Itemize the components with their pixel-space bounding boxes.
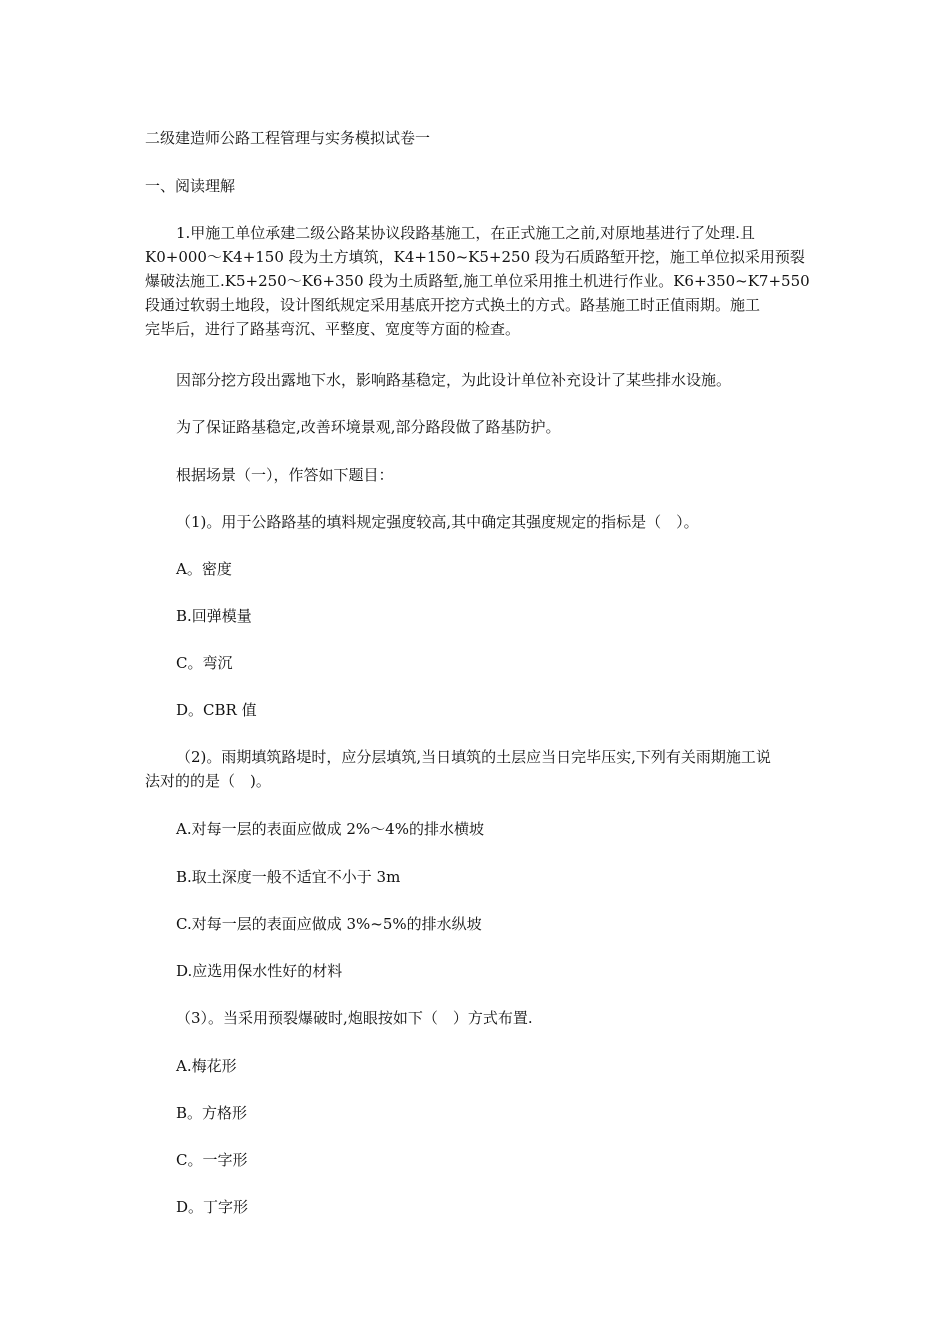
question-2-stem — [145, 745, 810, 793]
scenario-line: K0+000～K4+150 段为土方填筑，K4+150~K5+250 段为石质路堑开挖，施工单位拟采用预裂 — [145, 248, 805, 266]
question-1-option-a: A。密度 — [176, 560, 232, 578]
instruction-paragraph: 根据场景（一），作答如下题目： — [176, 466, 394, 484]
question-3-stem: （3）。当采用预裂爆破时,炮眼按如下（ ）方式布置. — [176, 1009, 533, 1027]
question-2-option-c: C.对每一层的表面应做成 3%~5%的排水纵坡 — [176, 915, 482, 933]
question-1-option-c: C。弯沉 — [176, 654, 233, 672]
question-1-stem: （1)。用于公路路基的填料规定强度较高,其中确定其强度规定的指标是（ ）。 — [176, 513, 699, 531]
scenario-line: 完毕后，进行了路基弯沉、平整度、宽度等方面的检查。 — [145, 320, 521, 338]
scenario-paragraph — [145, 221, 810, 341]
scenario-line: 爆破法施工.K5+250～K6+350 段为土质路堑,施工单位采用推土机进行作业。K6+350~K7+550 — [145, 272, 810, 290]
question-3-option-c: C。一字形 — [176, 1151, 248, 1169]
section-heading: 一、阅读理解 — [145, 177, 236, 195]
question-2-option-b: B.取土深度一般不适宜不小于 3m — [176, 868, 401, 886]
question-1-option-d: D。CBR 值 — [176, 701, 257, 719]
question-3-option-d: D。丁字形 — [176, 1198, 249, 1216]
question-2-option-d: D.应选用保水性好的材料 — [176, 962, 343, 980]
question-3-option-b: B。方格形 — [176, 1104, 248, 1122]
question-3-option-a: A.梅花形 — [176, 1057, 237, 1075]
question-2-option-a: A.对每一层的表面应做成 2%～4%的排水横坡 — [176, 820, 484, 838]
question-1-option-b: B.回弹模量 — [176, 607, 252, 625]
scenario-line: 段通过软弱土地段，设计图纸规定采用基底开挖方式换土的方式。路基施工时正值雨期。施工 — [145, 296, 761, 314]
groundwater-paragraph: 因部分挖方段出露地下水，影响路基稳定，为此设计单位补充设计了某些排水设施。 — [176, 371, 732, 389]
question-2-stem-line: 法对的的是（ )。 — [145, 772, 271, 790]
document-title: 二级建造师公路工程管理与实务模拟试卷一 — [145, 129, 431, 147]
scenario-line: 1.甲施工单位承建二级公路某协议段路基施工，在正式施工之前,对原地基进行了处理.且 — [176, 224, 755, 242]
protection-paragraph: 为了保证路基稳定,改善环境景观,部分路段做了路基防护。 — [176, 418, 561, 436]
question-2-stem-line: （2)。雨期填筑路堤时，应分层填筑,当日填筑的土层应当日完毕压实,下列有关雨期施工说 — [176, 748, 771, 766]
